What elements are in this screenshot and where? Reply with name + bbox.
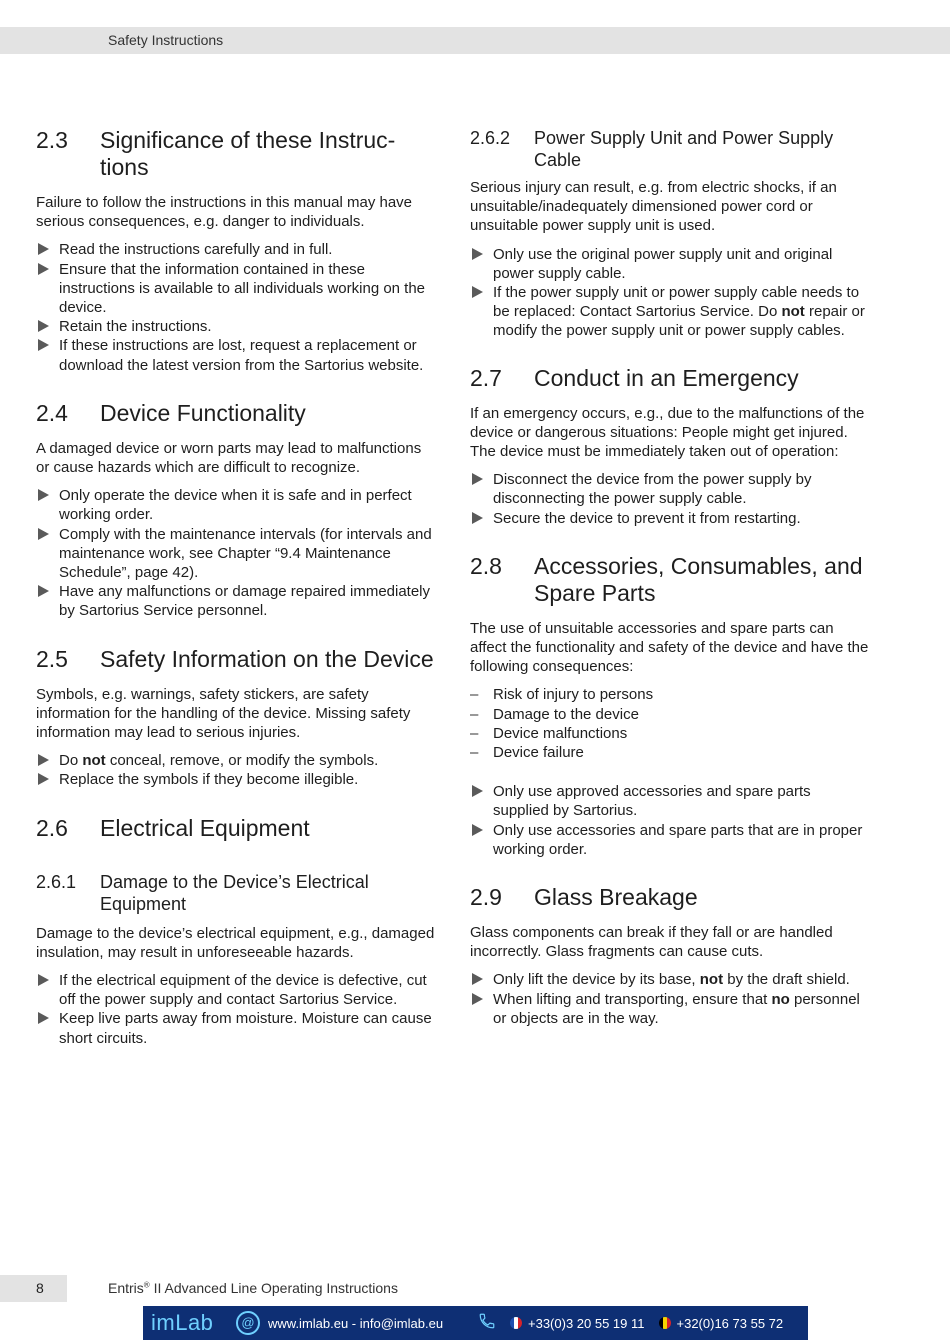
- triangle-bullet-icon: [472, 286, 483, 298]
- registered-mark: ®: [143, 1280, 150, 1290]
- dash-bullet: –: [470, 724, 479, 742]
- section-title: Significance of these Instruc-tions: [100, 127, 396, 180]
- phone-icon: [478, 1312, 496, 1335]
- section-intro: Damage to the device’s electrical equipment, e.g., damaged insulation, may result in unforeseeable hazards.: [36, 924, 435, 961]
- section-2-8: [470, 553, 870, 859]
- step-text: by the draft shield.: [723, 971, 850, 989]
- phone-france[interactable]: +33(0)3 20 55 19 11: [528, 1315, 645, 1331]
- triangle-bullet-icon: [472, 248, 483, 260]
- step-item: [470, 245, 870, 283]
- step-item: [36, 486, 436, 524]
- triangle-bullet-icon: [472, 973, 483, 985]
- step-list: [470, 470, 870, 528]
- list-item: [470, 743, 870, 762]
- section-intro: Symbols, e.g. warnings, safety stickers, are safety information for the handling of the device. Missing safety information may lead to serious injuries.: [36, 685, 411, 742]
- belgium-flag-icon: [659, 1317, 671, 1329]
- step-text: personnel or objects are in the way.: [493, 990, 860, 1027]
- triangle-bullet-icon: [38, 339, 49, 351]
- emphasis: no: [771, 990, 790, 1008]
- step-text: When lifting and transporting, ensure that: [493, 990, 772, 1008]
- section-number: 2.3: [36, 127, 68, 153]
- section-heading: [36, 400, 436, 427]
- dash-bullet: –: [470, 744, 479, 762]
- step-item: [470, 990, 870, 1028]
- section-number: 2.9: [470, 884, 502, 911]
- step-item: [36, 317, 436, 336]
- phone-belgium[interactable]: +32(0)16 73 55 72: [676, 1315, 784, 1331]
- triangle-bullet-icon: [472, 473, 483, 485]
- subsection-heading: [470, 127, 870, 171]
- section-title: Device Functionality: [100, 399, 306, 426]
- section-2-6-2: [470, 110, 870, 341]
- section-heading: [36, 815, 436, 842]
- list-item: [470, 724, 870, 743]
- right-column: [470, 110, 870, 1028]
- triangle-bullet-icon: [38, 754, 49, 766]
- step-item: [36, 971, 436, 1009]
- product-name: Entris: [108, 1280, 144, 1296]
- document-title: [108, 1280, 398, 1296]
- section-number: 2.5: [36, 645, 68, 672]
- triangle-bullet-icon: [38, 263, 49, 275]
- subsection-title: Damage to the Device’s Electrical Equipment: [100, 871, 369, 914]
- section-title: Safety Information on the Device: [100, 645, 434, 672]
- section-number: 2.6: [36, 814, 68, 841]
- step-text: Disconnect the device from the power supply by disconnecting the power supply cable.: [493, 471, 812, 508]
- step-list: [470, 970, 870, 1028]
- step-text: Have any malfunctions or damage repaired immediately by Sartorius Service personnel.: [59, 583, 431, 620]
- step-text: Only operate the device when it is safe and in perfect working order.: [59, 487, 412, 524]
- dealer-banner: [143, 1306, 808, 1340]
- step-list: [470, 782, 870, 859]
- step-text: If the power supply unit or power supply cable needs to be replaced: Contact Sartorius Service. Do: [493, 284, 860, 321]
- list-text: Device failure: [493, 744, 584, 762]
- step-item: [470, 509, 870, 528]
- step-text: Only lift the device by its base,: [493, 971, 700, 989]
- section-title: Conduct in an Emergency: [534, 364, 799, 391]
- imlab-logo: imLab: [151, 1310, 214, 1335]
- section-2-9: [470, 884, 870, 1028]
- triangle-bullet-icon: [38, 585, 49, 597]
- step-text: repair or modify the power supply unit or power supply cables.: [493, 303, 865, 340]
- step-text: Read the instructions carefully and in full.: [59, 241, 333, 259]
- phone-icon-graphic: [478, 1312, 496, 1330]
- triangle-bullet-icon: [38, 528, 49, 540]
- section-2-7: [470, 365, 870, 528]
- section-2-6: [36, 815, 436, 842]
- step-item: [470, 821, 870, 859]
- step-text: Ensure that the information contained in these instructions is available to all individuals working on the device.: [59, 260, 426, 317]
- consequence-list: [470, 685, 870, 762]
- section-heading: [36, 646, 436, 673]
- step-item: [36, 336, 436, 374]
- section-heading: [470, 884, 870, 911]
- subsection-title: Power Supply Unit and Power Supply Cable: [534, 128, 834, 170]
- step-item: [36, 525, 436, 583]
- step-item: [470, 283, 870, 341]
- step-item: [470, 470, 870, 508]
- step-item: [36, 770, 436, 789]
- step-item: [36, 751, 436, 770]
- section-intro: Serious injury can result, e.g. from electric shocks, if an unsuitable/inadequately dimensioned power cord or unsuitable power supply unit is used.: [470, 179, 837, 235]
- step-text: If the electrical equipment of the device is defective, cut off the power supply and contact Sartorius Service.: [59, 972, 427, 1009]
- page-number: 8: [36, 1280, 44, 1296]
- list-text: Device malfunctions: [493, 724, 628, 742]
- section-heading: [36, 127, 436, 181]
- subsection-heading: [36, 871, 436, 915]
- triangle-bullet-icon: [472, 785, 483, 797]
- step-list: [36, 486, 436, 620]
- step-text: If these instructions are lost, request a replacement or download the latest version from the Sartorius website.: [59, 337, 424, 374]
- section-number: 2.4: [36, 399, 68, 426]
- triangle-bullet-icon: [38, 1012, 49, 1024]
- section-2-5: [36, 646, 436, 790]
- banner-contact-link[interactable]: www.imlab.eu - info@imlab.eu: [268, 1315, 444, 1331]
- emphasis: not: [781, 303, 805, 321]
- list-item: [470, 705, 870, 724]
- france-flag-icon: [510, 1317, 522, 1329]
- section-2-4: [36, 400, 436, 621]
- step-text: Only use approved accessories and spare parts supplied by Sartorius.: [493, 783, 811, 820]
- triangle-bullet-icon: [472, 824, 483, 836]
- section-number: 2.7: [470, 364, 502, 391]
- document-title-text: II Advanced Line Operating Instructions: [149, 1280, 398, 1296]
- triangle-bullet-icon: [38, 489, 49, 501]
- step-text: Retain the instructions.: [59, 318, 212, 336]
- section-heading: [470, 365, 870, 392]
- triangle-bullet-icon: [38, 974, 49, 986]
- step-item: [36, 260, 436, 318]
- section-intro: A damaged device or worn parts may lead to malfunctions or cause hazards which are difficult to recognize.: [36, 439, 422, 477]
- at-icon: @: [236, 1311, 260, 1335]
- step-list: [470, 245, 870, 341]
- triangle-bullet-icon: [38, 320, 49, 332]
- step-item: [36, 582, 436, 620]
- step-text: Replace the symbols if they become illegible.: [59, 771, 359, 789]
- left-column: [36, 110, 436, 1048]
- step-text: Only use the original power supply unit and original power supply cable.: [493, 245, 833, 282]
- section-intro: Glass components can break if they fall or are handled incorrectly. Glass fragments can cause cuts.: [470, 924, 833, 961]
- triangle-bullet-icon: [472, 993, 483, 1005]
- section-title: Glass Breakage: [534, 884, 698, 911]
- subsection-number: 2.6.1: [36, 871, 77, 892]
- section-2-6-1: [36, 871, 436, 1048]
- step-item: [36, 1009, 436, 1047]
- running-header: [0, 27, 950, 54]
- step-text: Only use accessories and spare parts that are in proper working order.: [493, 821, 863, 858]
- step-list: [36, 751, 436, 789]
- triangle-bullet-icon: [38, 243, 49, 255]
- step-item: [36, 240, 436, 259]
- step-item: [470, 782, 870, 820]
- section-2-3: [36, 110, 436, 375]
- section-title: Electrical Equipment: [100, 814, 310, 841]
- step-text: Secure the device to prevent it from restarting.: [493, 509, 801, 527]
- step-text: Keep live parts away from moisture. Moisture can cause short circuits.: [59, 1010, 432, 1047]
- step-list: [36, 971, 436, 1048]
- subsection-number: 2.6.2: [470, 128, 511, 148]
- emphasis: not: [699, 971, 724, 989]
- list-text: Risk of injury to persons: [493, 686, 654, 704]
- section-heading: [470, 553, 870, 607]
- section-number: 2.8: [470, 552, 502, 579]
- section-title: Accessories, Consumables, and Spare Parts: [534, 552, 863, 606]
- step-list: [36, 240, 436, 374]
- page-number-box: [0, 1275, 67, 1302]
- step-text: Comply with the maintenance intervals (for intervals and maintenance work, see Chapter “9.4 Maintenance Schedule”, page 42).: [59, 525, 432, 582]
- dash-bullet: –: [470, 705, 479, 723]
- emphasis: not: [82, 752, 106, 770]
- dash-bullet: –: [470, 686, 479, 704]
- section-intro: The use of unsuitable accessories and spare parts can affect the functionality and safety of the device and have the following consequences:: [470, 619, 869, 676]
- step-text: Do: [59, 752, 83, 770]
- list-text: Damage to the device: [493, 705, 639, 723]
- step-item: [470, 970, 870, 989]
- triangle-bullet-icon: [38, 773, 49, 785]
- section-intro: If an emergency occurs, e.g., due to the malfunctions of the device or dangerous situations: People might get injured. The device must be immediately taken out of operation:: [470, 404, 865, 461]
- triangle-bullet-icon: [472, 512, 483, 524]
- list-item: [470, 685, 870, 704]
- step-text: conceal, remove, or modify the symbols.: [105, 752, 379, 770]
- section-intro: Failure to follow the instructions in this manual may have serious consequences, e.g. danger to individuals.: [36, 194, 413, 231]
- running-header-title: Safety Instructions: [108, 32, 224, 48]
